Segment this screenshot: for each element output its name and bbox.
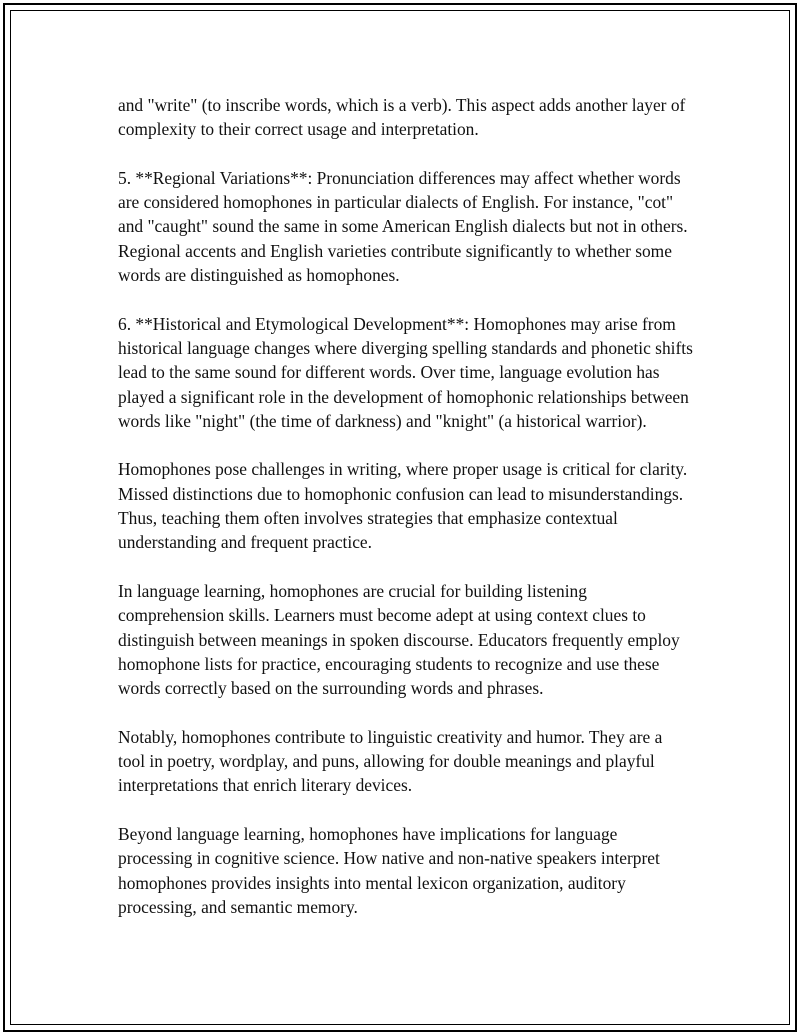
paragraph-language-learning: In language learning, homophones are crucial for building listening comprehension skills. Learners must become adept at using context clues to distinguish between meanings in spoken discourse. Educators frequently employ homophone lists for practice, encouraging students to recognize and use these words correctly based on the surrounding words and phrases. <box>118 580 680 699</box>
paragraph-writing-challenges: Homophones pose challenges in writing, where proper usage is critical for clarity. Missed distinctions due to homophonic confusion can lead to misunderstandings. Thus, teaching them often involves strategies that emphasize contextual understanding and frequent practice. <box>118 459 688 553</box>
paragraph-historical-development: 6. **Historical and Etymological Development**: Homophones may arise from historical language changes where diverging spelling standards and phonetic shifts lead to the same sound for different words. Over time, language evolution has played a significant role in the development of homophonic relationships between words like "night" (the time of darkness) and "knight" (a historical warrior). <box>118 313 693 431</box>
document-body <box>118 93 693 919</box>
paragraph-regional-variations: 5. **Regional Variations**: Pronunciation differences may affect whether words are considered homophones in particular dialects of English. For instance, "cot" and "caught" sound the same in some American English dialects but not in others. Regional accents and English varieties contribute significantly to whether some words are distinguished as homophones. <box>118 167 688 286</box>
paragraph-write-continuation: and "write" (to inscribe words, which is a verb). This aspect adds another layer of complexity to their correct usage and interpretation. <box>118 95 686 140</box>
paragraph-creativity-humor: Notably, homophones contribute to linguistic creativity and humor. They are a tool in poetry, wordplay, and puns, allowing for double meanings and playful interpretations that enrich literary devices. <box>118 726 663 796</box>
paragraph-cognitive-science: Beyond language learning, homophones have implications for language processing in cognitive science. How native and non-native speakers interpret homophones provides insights into mental lexicon organization, auditory processing, and semantic memory. <box>118 823 660 917</box>
